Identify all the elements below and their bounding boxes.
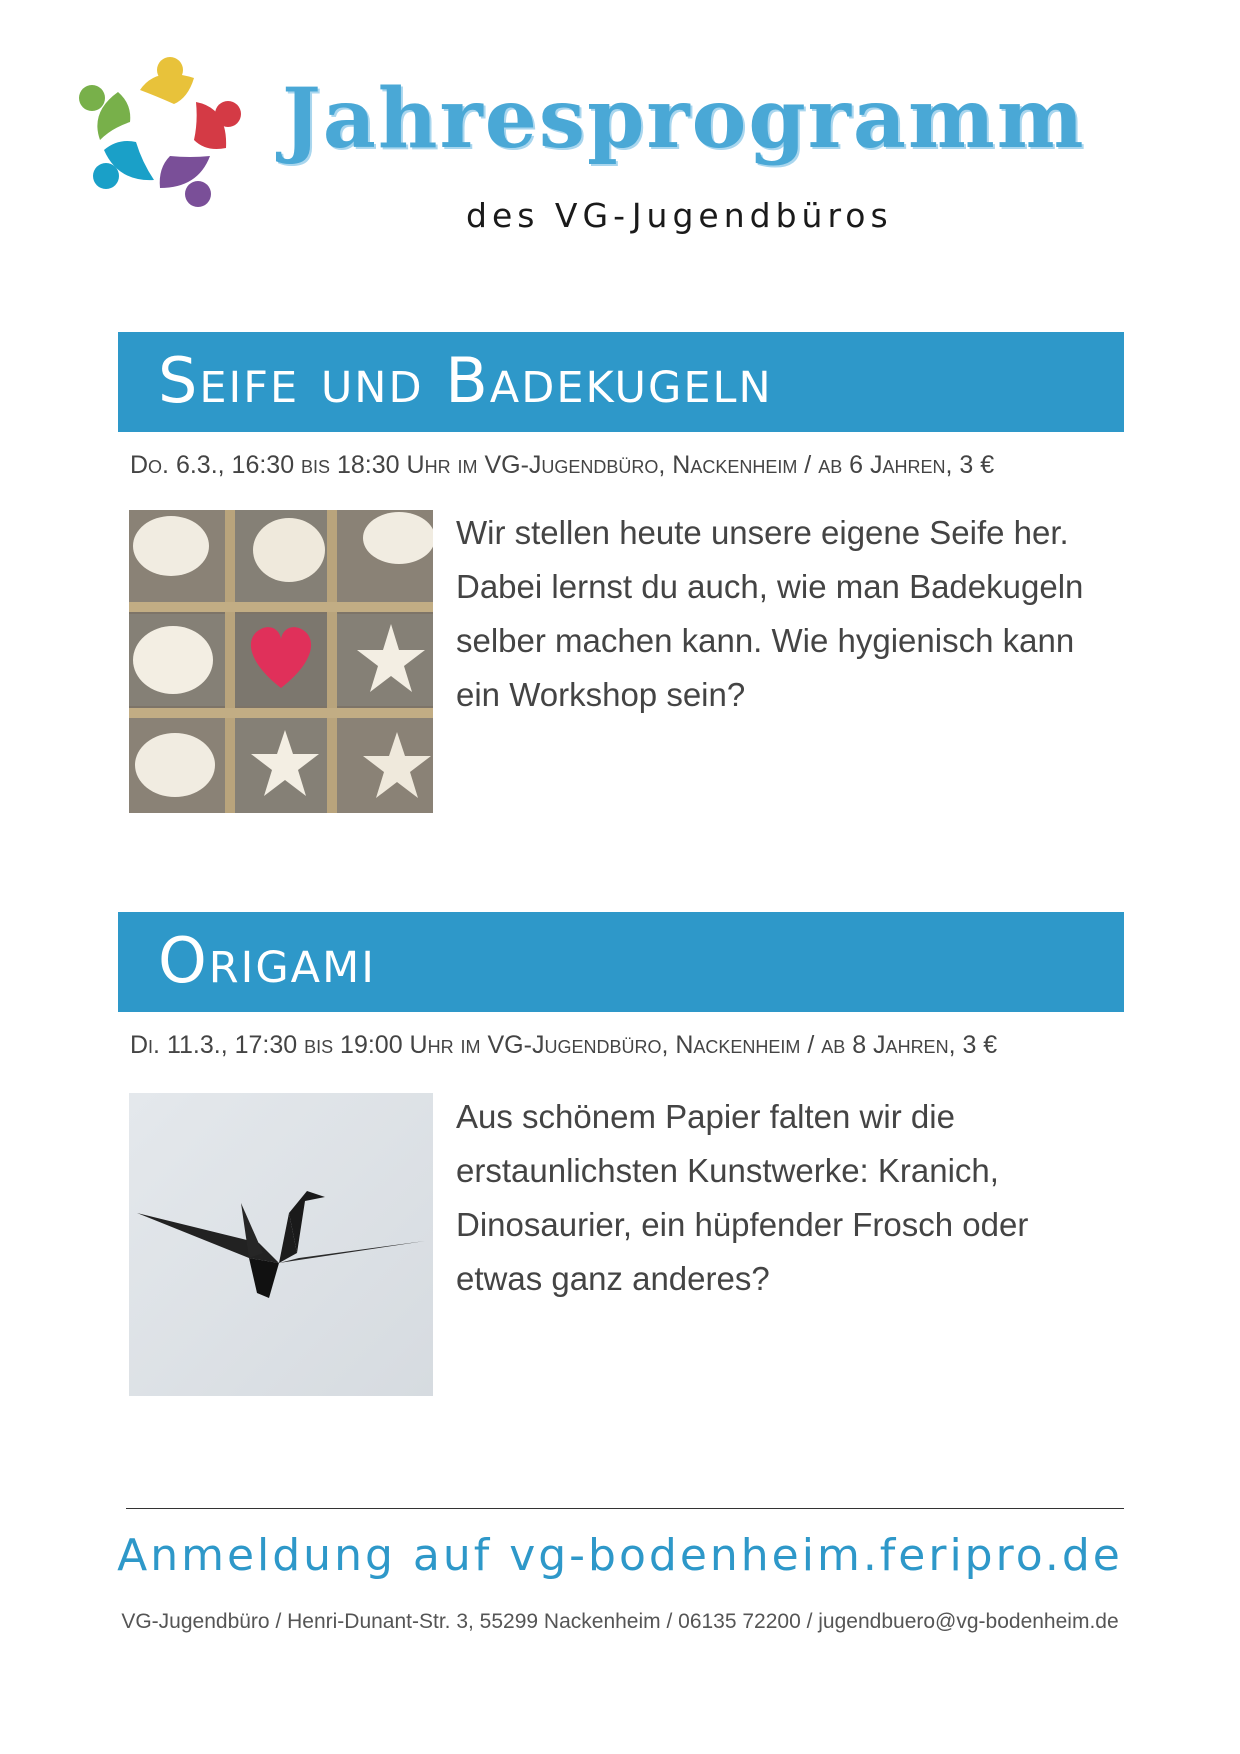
event-title: Origami [158,924,376,997]
logo-figure-green [79,85,130,140]
origami-crane-photo [129,1093,433,1396]
event-title-bar [118,912,1124,1012]
contact-footer: VG-Jugendbüro / Henri-Dunant-Str. 3, 55299 Nackenheim / 06135 72200 / jugendbuero@vg-bodenheim.de [121,1610,1119,1633]
page-subtitle: des VG-Jugendbüros [466,196,893,235]
event-meta: Do. 6.3., 16:30 bis 18:30 Uhr im VG-Jugendbüro, Nackenheim / ab 6 Jahren, 3 € [130,451,995,479]
event-title: Seife und Badekugeln [158,344,773,417]
event-description: Aus schönem Papier falten wir die erstaunlichsten Kunstwerke: Kranich, Dinosaurier, ein hüpfender Frosch oder etwas ganz anderes? [456,1098,1029,1297]
jugendbuero-logo [78,52,246,210]
logo-figure-yellow [140,57,194,104]
soap-photo [129,510,433,813]
signup-link[interactable]: Anmeldung auf vg-bodenheim.feripro.de [117,1530,1123,1581]
footer-divider [126,1508,1124,1509]
page-title: Jahresprogramm [282,71,1086,167]
logo-figure-red [194,101,241,149]
logo-figure-blue [93,141,154,189]
logo-figure-purple [160,156,211,207]
event-meta: Di. 11.3., 17:30 bis 19:00 Uhr im VG-Jugendbüro, Nackenheim / ab 8 Jahren, 3 € [130,1031,998,1059]
event-description: Wir stellen heute unsere eigene Seife her. Dabei lernst du auch, wie man Badekugeln selber machen kann. Wie hygienisch kann ein Workshop sein? [456,514,1084,713]
event-title-bar [118,332,1124,432]
